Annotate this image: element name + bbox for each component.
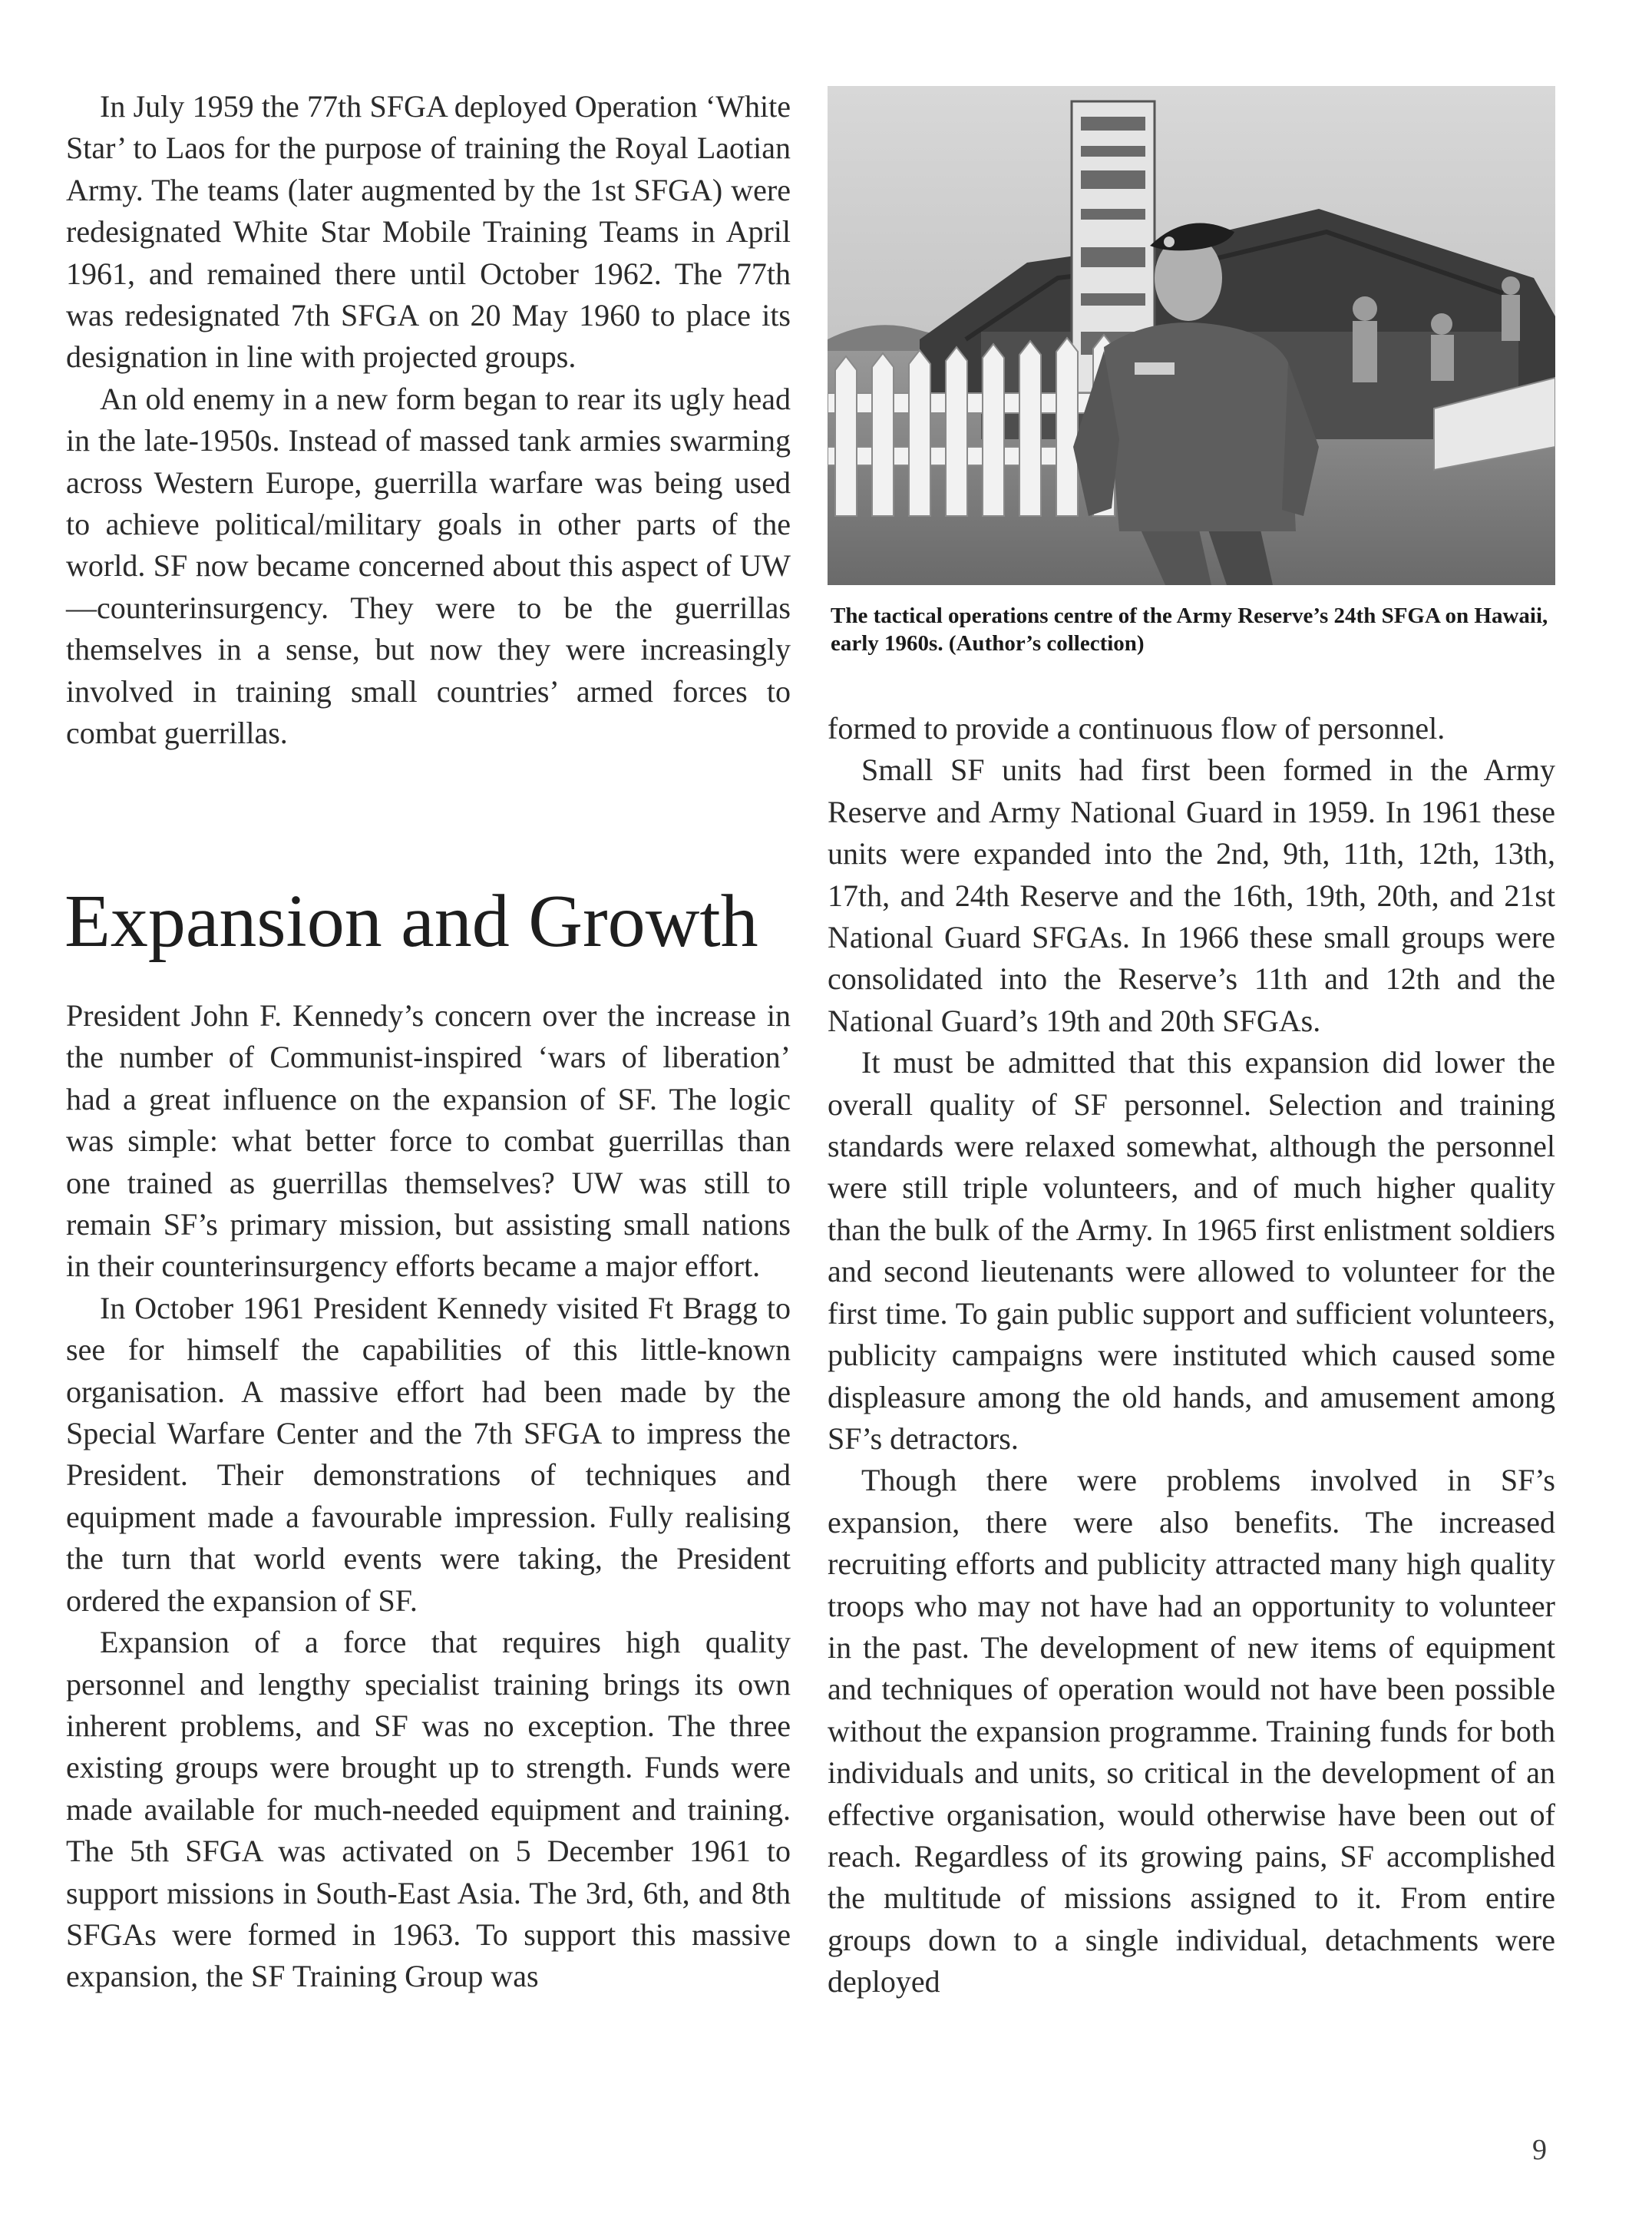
body-paragraph: formed to provide a continuous flow of personnel. — [828, 711, 1446, 746]
page-number: 9 — [1532, 2134, 1547, 2166]
body-paragraph: It must be admitted that this expansion did lower the overall quality of SF personnel. Selection and training standards were relaxed somewhat, although the personnel were still triple volunteers, and of much higher quality than the bulk of the Army. In 1965 first enlistment soldiers and second lieutenants were allowed to volunteer for the first time. To gain public support and sufficient volunteers, publicity campaigns were instituted which caused some displeasure among the old hands, and amusement among SF’s detractors. — [828, 1045, 1555, 1456]
left-column-upper — [66, 86, 791, 755]
body-paragraph: Small SF units had first been formed in the Army Reserve and Army National Guard in 1959. In 1961 these units were expanded into the 2nd, 9th, 11th, 12th, 13th, 17th, and 24th Reserve and the 16th, 19th, 20th, and 21st National Guard SFGAs. In 1966 these small groups were consolidated into the Reserve’s 11th and 12th and the National Guard’s 19th and 20th SFGAs. — [828, 752, 1555, 1038]
photo-illustration — [828, 86, 1555, 585]
body-paragraph: In July 1959 the 77th SFGA deployed Operation ‘White Star’ to Laos for the purpose of training the Royal Laotian Army. The teams (later augmented by the 1st SFGA) were redesignated White Star Mobile Training Teams in April 1961, and remained there until October 1962. The 77th was redesignated 7th SFGA on 20 May 1960 to place its designation in line with projected groups. — [66, 89, 791, 375]
right-column — [828, 708, 1555, 2003]
photograph — [828, 86, 1555, 585]
section-heading: Expansion and Growth — [64, 880, 758, 963]
body-paragraph: Though there were problems involved in SF’s expansion, there were also benefits. The increased recruiting efforts and publicity attracted many high quality troops who may not have had an opportunity to volunteer in the past. The development of new items of equipment and techniques of operation would not have been possible without the expansion programme. Training funds for both individuals and units, so critical in the development of an effective organisation, would otherwise have been out of reach. Regardless of its growing pains, SF accomplished the multitude of missions assigned to it. From entire groups down to a single individual, detachments were deployed — [828, 1463, 1555, 1999]
body-paragraph: Expansion of a force that requires high quality personnel and lengthy specialist training brings its own inherent problems, and SF was no exception. The three existing groups were brought up to strength. Funds were made available for much-needed equipment and training. The 5th SFGA was activated on 5 December 1961 to support missions in South-East Asia. The 3rd, 6th, and 8th SFGAs were formed in 1963. To support this massive expansion, the SF Training Group was — [66, 1625, 791, 1994]
body-paragraph: In October 1961 President Kennedy visited Ft Bragg to see for himself the capabilities of this little-known organisation. A massive effort had been made by the Special Warfare Center and the 7th SFGA to impress the President. Their demonstrations of techniques and equipment made a favourable impression. Fully realising the turn that world events were taking, the President ordered the expansion of SF. — [66, 1290, 791, 1618]
body-paragraph: President John F. Kennedy’s concern over the increase in the number of Communist-inspired ‘wars of liberation’ had a great influence on the expansion of SF. The logic was simple: what better force to combat guerrillas than one trained as guerrillas themselves? UW was still to remain SF’s primary mission, but assisting small nations in their counterinsurgency efforts became a major effort. — [66, 998, 791, 1284]
body-paragraph: An old enemy in a new form began to rear its ugly head in the late-1950s. Instead of massed tank armies swarming across Western Europe, guerrilla warfare was being used to achieve political/military goals in other parts of the world. SF now became concerned about this aspect of UW—counterinsurgency. They were to be the guerrillas themselves in a sense, but now they were increasingly involved in training small countries’ armed forces to combat guerrillas. — [66, 381, 791, 751]
left-column-lower — [66, 995, 791, 1998]
photo-caption: The tactical operations centre of the Army Reserve’s 24th SFGA on Hawaii, early 1960s. (Author’s collection) — [831, 604, 1548, 656]
